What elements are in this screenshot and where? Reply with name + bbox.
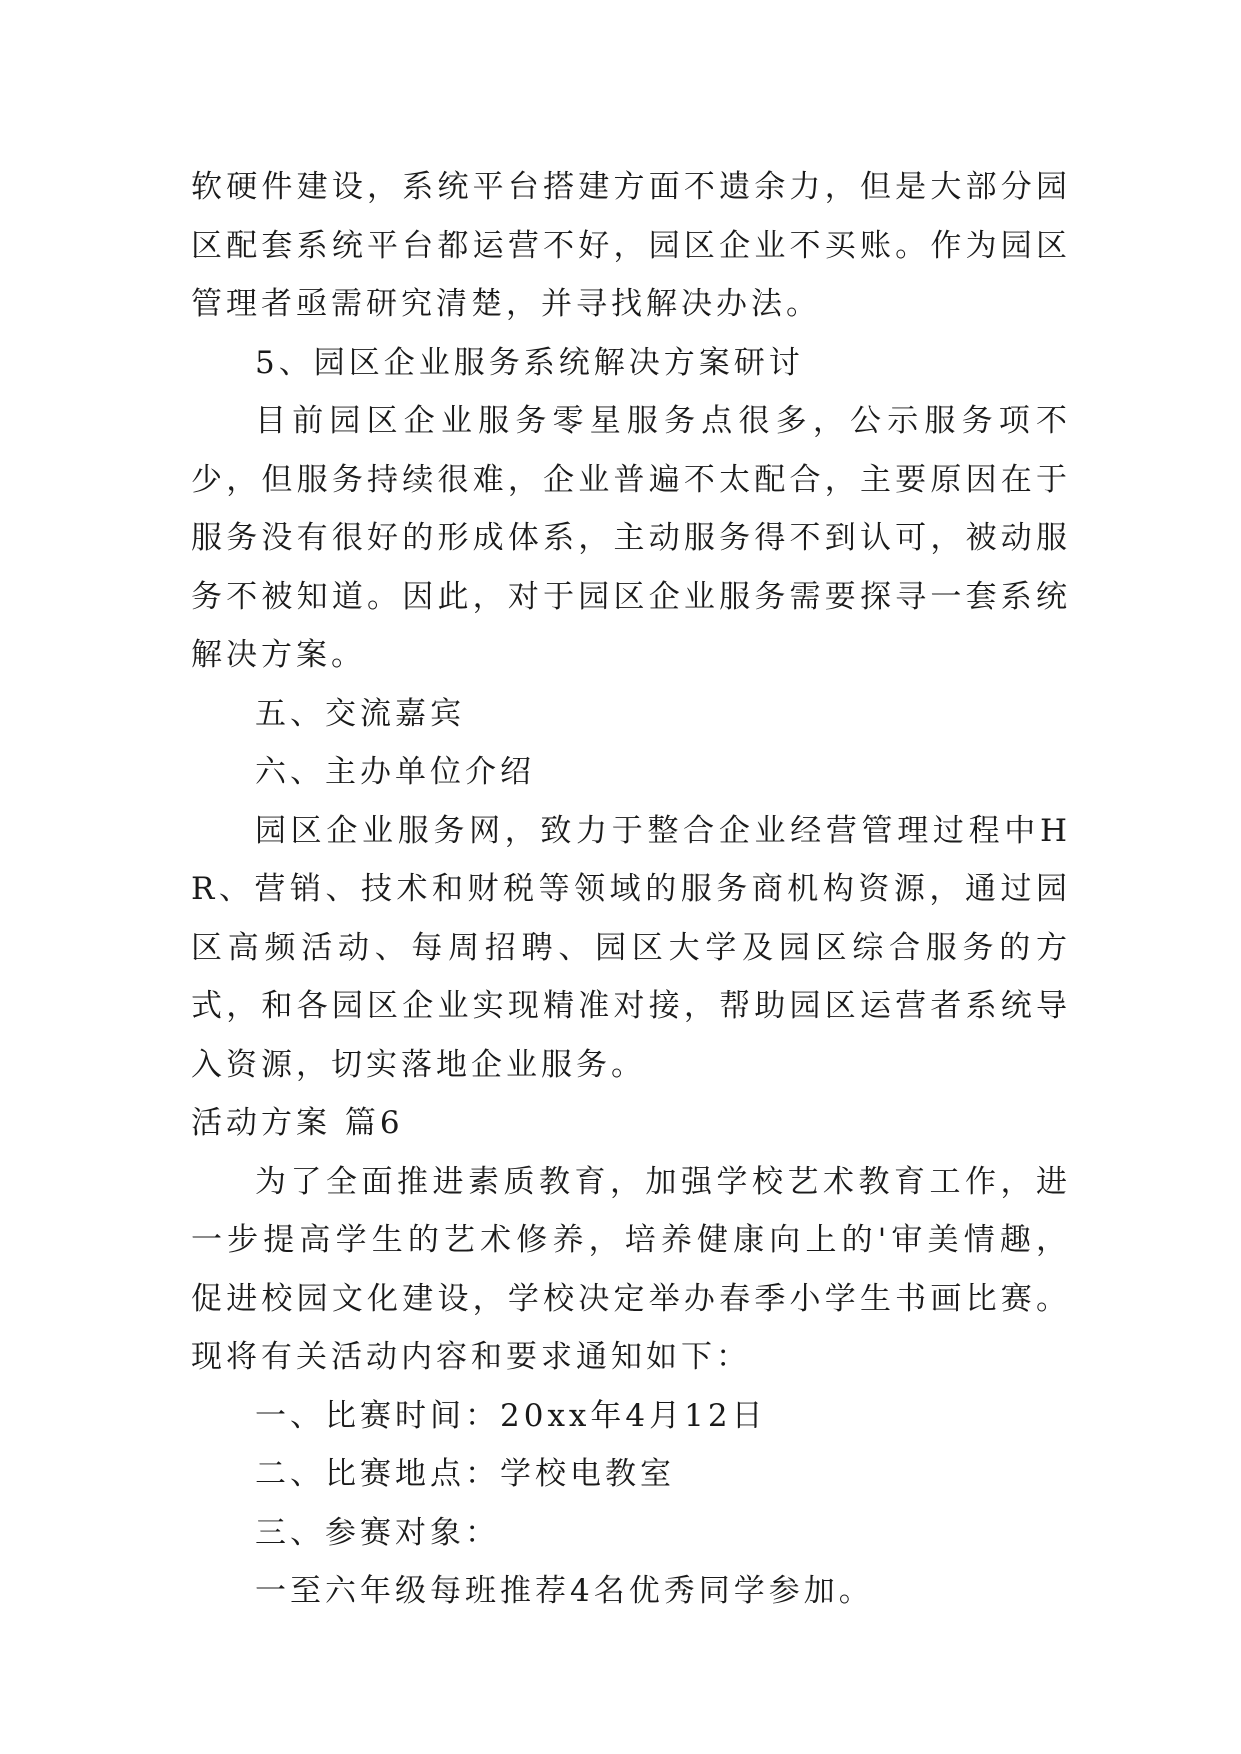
item-participants-detail: 一至六年级每班推荐4名优秀同学参加。 (255, 1573, 874, 1609)
item-competition-time: 一、比赛时间：20xx年4月12日 (255, 1397, 767, 1434)
paragraph-service-status: 目前园区企业服务零星服务点很多，公示服务项不少，但服务持续很难，企业普遍不太配合，主要原因在于服务没有很好的形成体系，主动服务得不到认可，被动服务不被知道。因此，对于园区企业服务需要探寻一套系统解决方案。 (191, 403, 1071, 673)
paragraph-competition-intro: 为了全面推进素质教育，加强学校艺术教育工作，进一步提高学生的艺术修养，培养健康向上的'审美情趣，促进校园文化建设，学校决定举办春季小学生书画比赛。现将有关活动内容和要求通知如下： (191, 1163, 1071, 1375)
paragraph-organizer-intro: 园区企业服务网，致力于整合企业经营管理过程中HR、营销、技术和财税等领域的服务商机构资源，通过园区高频活动、每周招聘、园区大学及园区综合服务的方式，和各园区企业实现精准对接，帮助园区运营者系统导入资源，切实落地企业服务。 (191, 812, 1071, 1083)
section-title-plan-6: 活动方案 篇6 (191, 1105, 404, 1141)
section-heading-guests: 五、交流嘉宾 (255, 695, 465, 732)
paragraph-park-platform: 软硬件建设，系统平台搭建方面不遗余力，但是大部分园区配套系统平台都运营不好，园区企业不买账。作为园区管理者亟需研究清楚，并寻找解决办法。 (191, 169, 1071, 322)
item-competition-venue: 二、比赛地点：学校电教室 (255, 1456, 675, 1492)
document-body (191, 158, 1071, 1621)
section-heading-organizer: 六、主办单位介绍 (255, 754, 535, 790)
section-heading-service-solution: 5、园区企业服务系统解决方案研讨 (255, 344, 804, 381)
item-participants-heading: 三、参赛对象： (255, 1514, 500, 1551)
